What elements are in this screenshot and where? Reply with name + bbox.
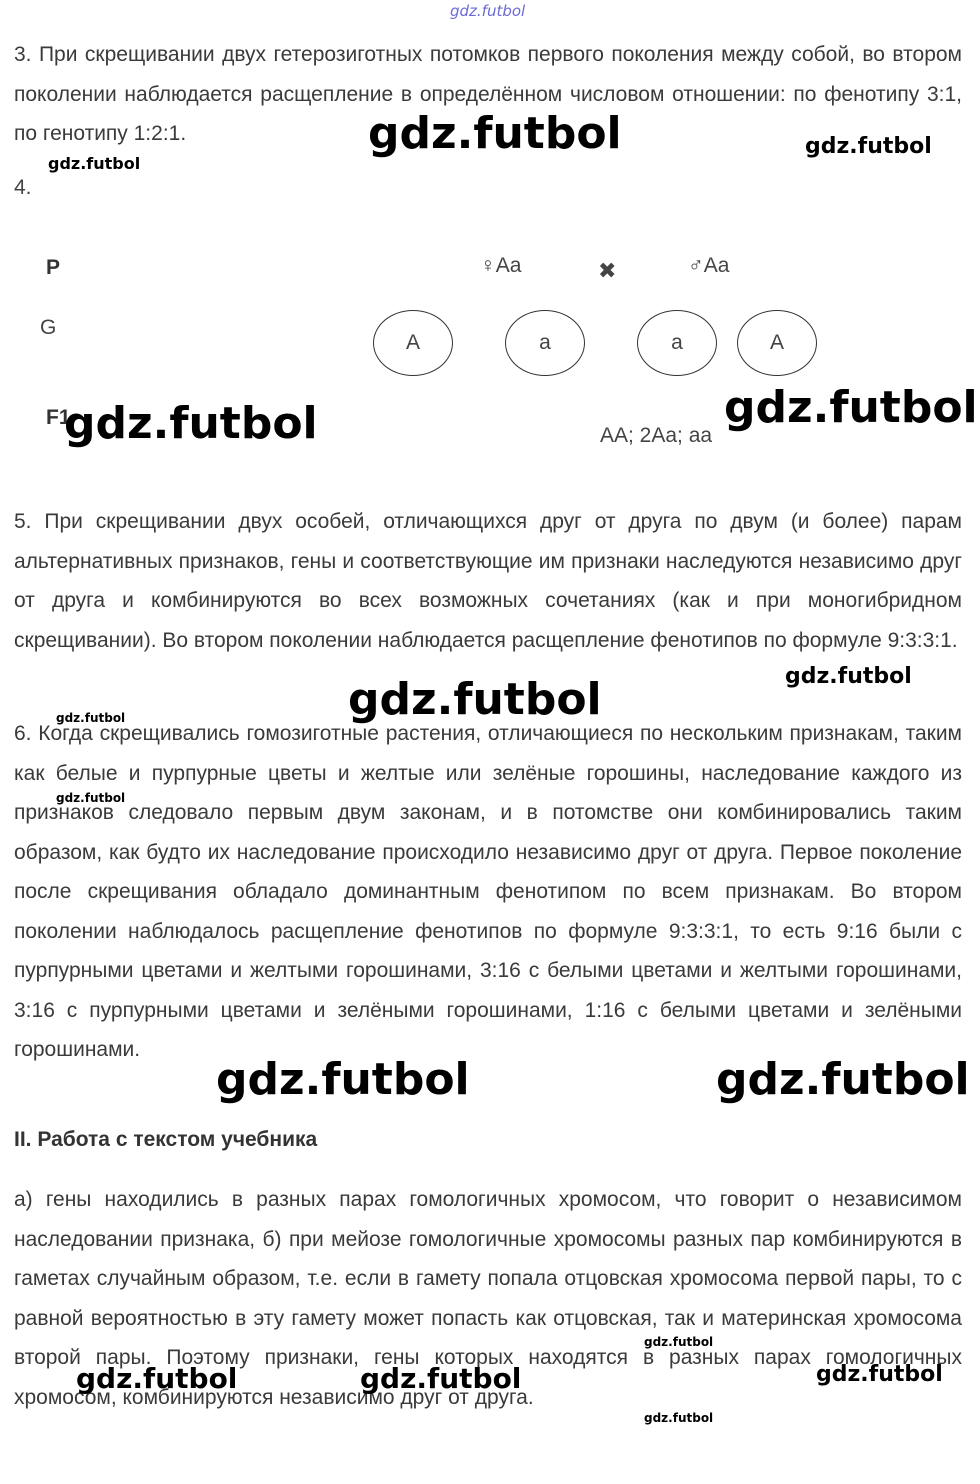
male-genotype: ♂Aa	[688, 254, 730, 277]
female-genotype: ♀Aa	[480, 254, 522, 277]
watermark: gdz.futbol	[216, 1054, 470, 1105]
watermark: gdz.futbol	[724, 382, 978, 433]
f1-result: AA; 2Aa; aa	[600, 424, 713, 447]
watermark: gdz.futbol	[348, 674, 602, 725]
cross-icon: ✖	[598, 258, 617, 283]
watermark: gdz.futbol	[76, 1362, 238, 1395]
paragraph-a: а) гены находились в разных парах гомологичных хромосом, что говорит о независимом наследовании признака, б) при мейозе гомологичные хромосомы разных пар комбинируются в гаметах случайным образом, т.е. если в гамету попала отцовская хромосома первой пары, то с равной вероятностью в эту гамету может попасть как отцовская, так и материнская хромосома второй пары. Поэтому признаки, гены которых находятся в разных парах гомологичных хромосом, комбинируются независимо друг от друга.	[14, 1188, 962, 1409]
gamete-4: A	[737, 310, 817, 376]
watermark: gdz.futbol	[716, 1054, 970, 1105]
label-p: P	[46, 256, 61, 279]
item-4-number: 4.	[14, 176, 32, 199]
section-heading: II. Работа с текстом учебника	[14, 1128, 318, 1151]
watermark: gdz.futbol	[64, 398, 318, 449]
label-g: G	[40, 316, 57, 339]
watermark: gdz.futbol	[450, 2, 526, 20]
watermark: gdz.futbol	[56, 791, 126, 805]
paragraph-6: 6. Когда скрещивались гомозиготные растения, отличающиеся по нескольким признакам, таким как белые и пурпурные цветы и желтые или зелёные горошины, наследование каждого из признаков следовало первым двум законам, и в потомстве они комбинировались таким образом, как будто их наследование происходило независимо друг от друга. Первое поколение после скрещивания обладало доминантным фенотипом по всем признакам. Во втором поколении наблюдалось расщепление фенотипов по формуле 9:3:3:1, то есть 9:16 были с пурпурными цветами и желтыми горошинами, 3:16 с белыми цветами и желтыми горошинами, 3:16 с пурпурными цветами и зелёными горошинами, 1:16 с белыми цветами и зелёными горошинами.	[14, 722, 962, 1061]
watermark: gdz.futbol	[56, 711, 126, 725]
watermark: gdz.futbol	[360, 1362, 522, 1395]
watermark: gdz.futbol	[48, 154, 141, 173]
watermark: gdz.futbol	[644, 1411, 714, 1425]
paragraph-3: 3. При скрещивании двух гетерозиготных потомков первого поколения между собой, во втором поколении наблюдается расщепление в определённом числовом отношении: по фенотипу 3:1, по генотипу 1:2:1.	[14, 43, 962, 145]
watermark: gdz.futbol	[805, 134, 932, 159]
gamete-3: a	[637, 310, 717, 376]
gamete-1: A	[373, 310, 453, 376]
watermark: gdz.futbol	[785, 664, 912, 689]
watermark: gdz.futbol	[644, 1335, 714, 1349]
paragraph-5: 5. При скрещивании двух особей, отличающихся друг от друга по двум (и более) парам альтернативных признаков, гены и соответствующие им признаки наследуются независимо друг от друга и комбинируются во всех возможных сочетаниях (как и при моногибридном скрещивании). Во втором поколении наблюдается расщепление фенотипов по формуле 9:3:3:1.	[14, 510, 962, 652]
watermark: gdz.futbol	[816, 1362, 943, 1387]
watermark: gdz.futbol	[368, 108, 622, 159]
gamete-2: a	[505, 310, 585, 376]
label-f1: F1	[46, 406, 71, 429]
